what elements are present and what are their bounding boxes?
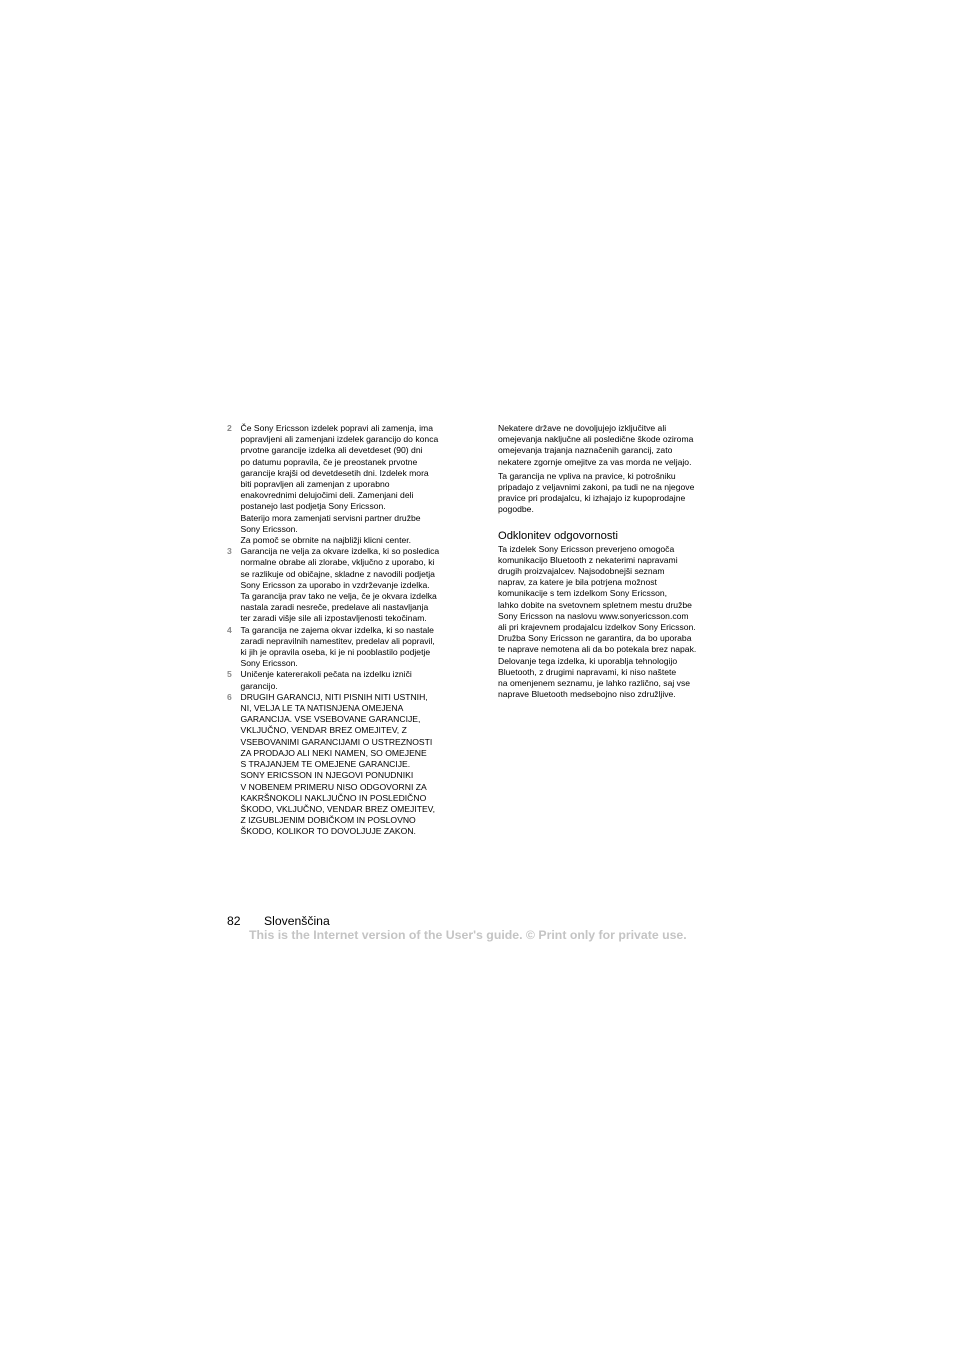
text-line: prvotne garancije izdelka ali devetdeset (90) dni [240,445,423,456]
text-line: ZA PRODAJO ALI NEKI NAMEN, SO OMEJENE [240,747,427,758]
list-item [227,692,463,838]
text-line: pripadajo z veljavnimi zakoni, pa tudi ne na njegove [498,482,695,493]
text-line: lahko dobite na svetovnem spletnem mestu družbe [498,599,692,610]
text-line: omejevanja trajanja naznačenih garancij, zato [498,445,673,456]
text-line: pogodbe. [498,504,534,515]
text-line: VKLJUČNO, VENDAR BREZ OMEJITEV, Z [240,725,407,736]
item-text [241,692,464,838]
internet-version-notice: This is the Internet version of the User's guide. © Print only for private use. [249,928,687,942]
text-line: naprave Bluetooth medsebojno niso združljive. [498,689,676,700]
text-line: enakovrednimi delujočimi deli. Zamenjani deli [240,490,414,501]
item-text [241,546,464,624]
paragraph-limitation-notice [498,423,720,468]
text-line: Družba Sony Ericsson ne garantira, da bo uporaba [498,633,692,644]
text-line: se razlikuje od običajne, skladne z navodili podjetja [240,568,435,579]
item-text [241,669,464,691]
text-line: SONY ERICSSON IN NJEGOVI PONUDNIKI [240,770,414,781]
text-line: te naprave nemotena ali da bo potekala brez napak. [498,644,697,655]
footer-language: Slovenščina [264,914,330,928]
text-line: NI, VELJA LE TA NATISNJENA OMEJENA [240,703,404,714]
text-line: ŠKODO, VKLJUČNO, VENDAR BREZ OMEJITEV, [240,803,436,814]
paragraph-disclaimer [498,544,720,701]
text-line: pravice pri prodajalcu, ki izhajajo iz kupoprodajne [498,493,686,504]
left-column [227,423,463,838]
item-number: 5 [227,669,232,680]
text-line: Delovanje tega izdelka, ki uporablja tehnologijo [498,655,678,666]
page-footer [227,914,330,928]
text-line: Z IZGUBLJENIM DOBIČKOM IN POSLOVNO [240,815,416,826]
text-line: ŠKODO, KOLIKOR TO DOVOLJUJE ZAKON. [240,826,416,837]
text-line: Sony Ericsson na naslovu www.sonyericsson.com [498,610,689,621]
text-line: komunikacije s tem izdelkom Sony Ericsson, [498,588,668,599]
list-item [227,669,463,691]
text-line: Ta izdelek Sony Ericsson preverjeno omogoča [498,543,675,554]
text-line: Sony Ericsson za uporabo in vzdrževanje izdelka. [240,579,430,590]
item-number: 6 [227,691,232,702]
right-column [498,423,720,703]
item-text [241,423,464,546]
text-line: KAKRŠNOKOLI NAKLJUČNO IN POSLEDIČNO [240,792,427,803]
section-heading: Odklonitev odgovornosti [498,529,619,542]
list-item [227,625,463,670]
text-line: Uničenje katerегakoli pečata na izdelku izniči [240,669,412,680]
text-line: GARANCIJA. VSE VSEBOVANE GARANCIJE, [240,714,421,725]
page-number: 82 [227,914,241,928]
text-line: Ta garancija ne vpliva na pravice, ki potrošniku [498,470,676,481]
text-line: Baterijo mora zamenjati servisni partner družbe [240,512,421,523]
text-line: garancijo. [240,680,278,691]
text-line: ali pri krajevnem prodajalcu izdelkov Sony Ericsson. [498,622,696,633]
text-line: postanejo last podjetja Sony Ericsson. [240,501,386,512]
text-line: drugih proizvajalcev. Najsodobnejši seznam [498,566,665,577]
text-line: S TRAJANJEM TE OMEJENE GARANCIJE. [240,759,411,770]
text-line: po datumu popravila, če je preostanek prvotne [240,456,418,467]
text-line: Ta garancija ne zajema okvar izdelka, ki so nastale [240,624,434,635]
text-line: Če Sony Ericsson izdelek popravi ali zamenja, ima [240,423,433,433]
text-line: DRUGIH GARANCIJ, NITI PISNIH NITI USTNIH, [240,691,428,702]
item-text [241,625,464,670]
text-line: biti popravljen ali zamenjan z uporabno [240,479,390,490]
text-line: ki jih je opravila oseba, ki je ni pooblastilo podjetje [240,647,431,658]
text-line: Sony Ericsson. [240,658,298,669]
paragraph-consumer-rights [498,471,720,516]
item-number: 2 [227,423,232,433]
text-line: Bluetooth, z drugimi napravami, ki niso naštete [498,666,677,677]
text-line: Sony Ericsson. [240,523,298,534]
text-line: komunikacijo Bluetooth z nekaterimi napravami [498,554,678,565]
text-line: ter zaradi višje sile ali izpostavljenosti tekočinam. [240,613,427,624]
text-line: nekatere zgornje omejitve za vas morda ne veljajo. [498,456,692,467]
list-item [227,423,463,546]
text-line: na omenjenem seznamu, je lahko različno, saj vse [498,678,691,689]
text-line: zaradi nepravilnih namestitev, predelav ali popravil, [240,635,435,646]
text-line: normalne obrabe ali zlorabe, vključno z uporabo, ki [240,557,435,568]
text-line: Za pomoč se obrnite na najbližji klicni center. [240,535,412,546]
text-line: VSEBOVANIMI GARANCIJAMI O USTREZNOSTI [240,736,433,747]
text-line: naprav, za katere je bila potrjena možnost [498,577,657,588]
text-line: garancije krajši od devetdesetih dni. Izdelek mora [240,467,429,478]
text-line: Garancija ne velja za okvare izdelka, ki so posledica [240,546,440,557]
list-item [227,546,463,624]
item-number: 4 [227,624,232,635]
text-line: V NOBENEM PRIMERU NISO ODGOVORNI ZA [240,781,427,792]
text-line: Nekatere države ne dovoljujejo izključitve ali [498,423,667,433]
text-line: popravljeni ali zamenjani izdelek garancijo do konca [240,434,439,445]
item-number: 3 [227,546,232,557]
text-line: nastala zaradi nesreče, predelave ali nastavljanja [240,602,429,613]
text-line: omejevanja naključne ali posledične škode oziroma [498,434,694,445]
text-line: Ta garancija prav tako ne velja, če je okvara izdelka [240,591,437,602]
